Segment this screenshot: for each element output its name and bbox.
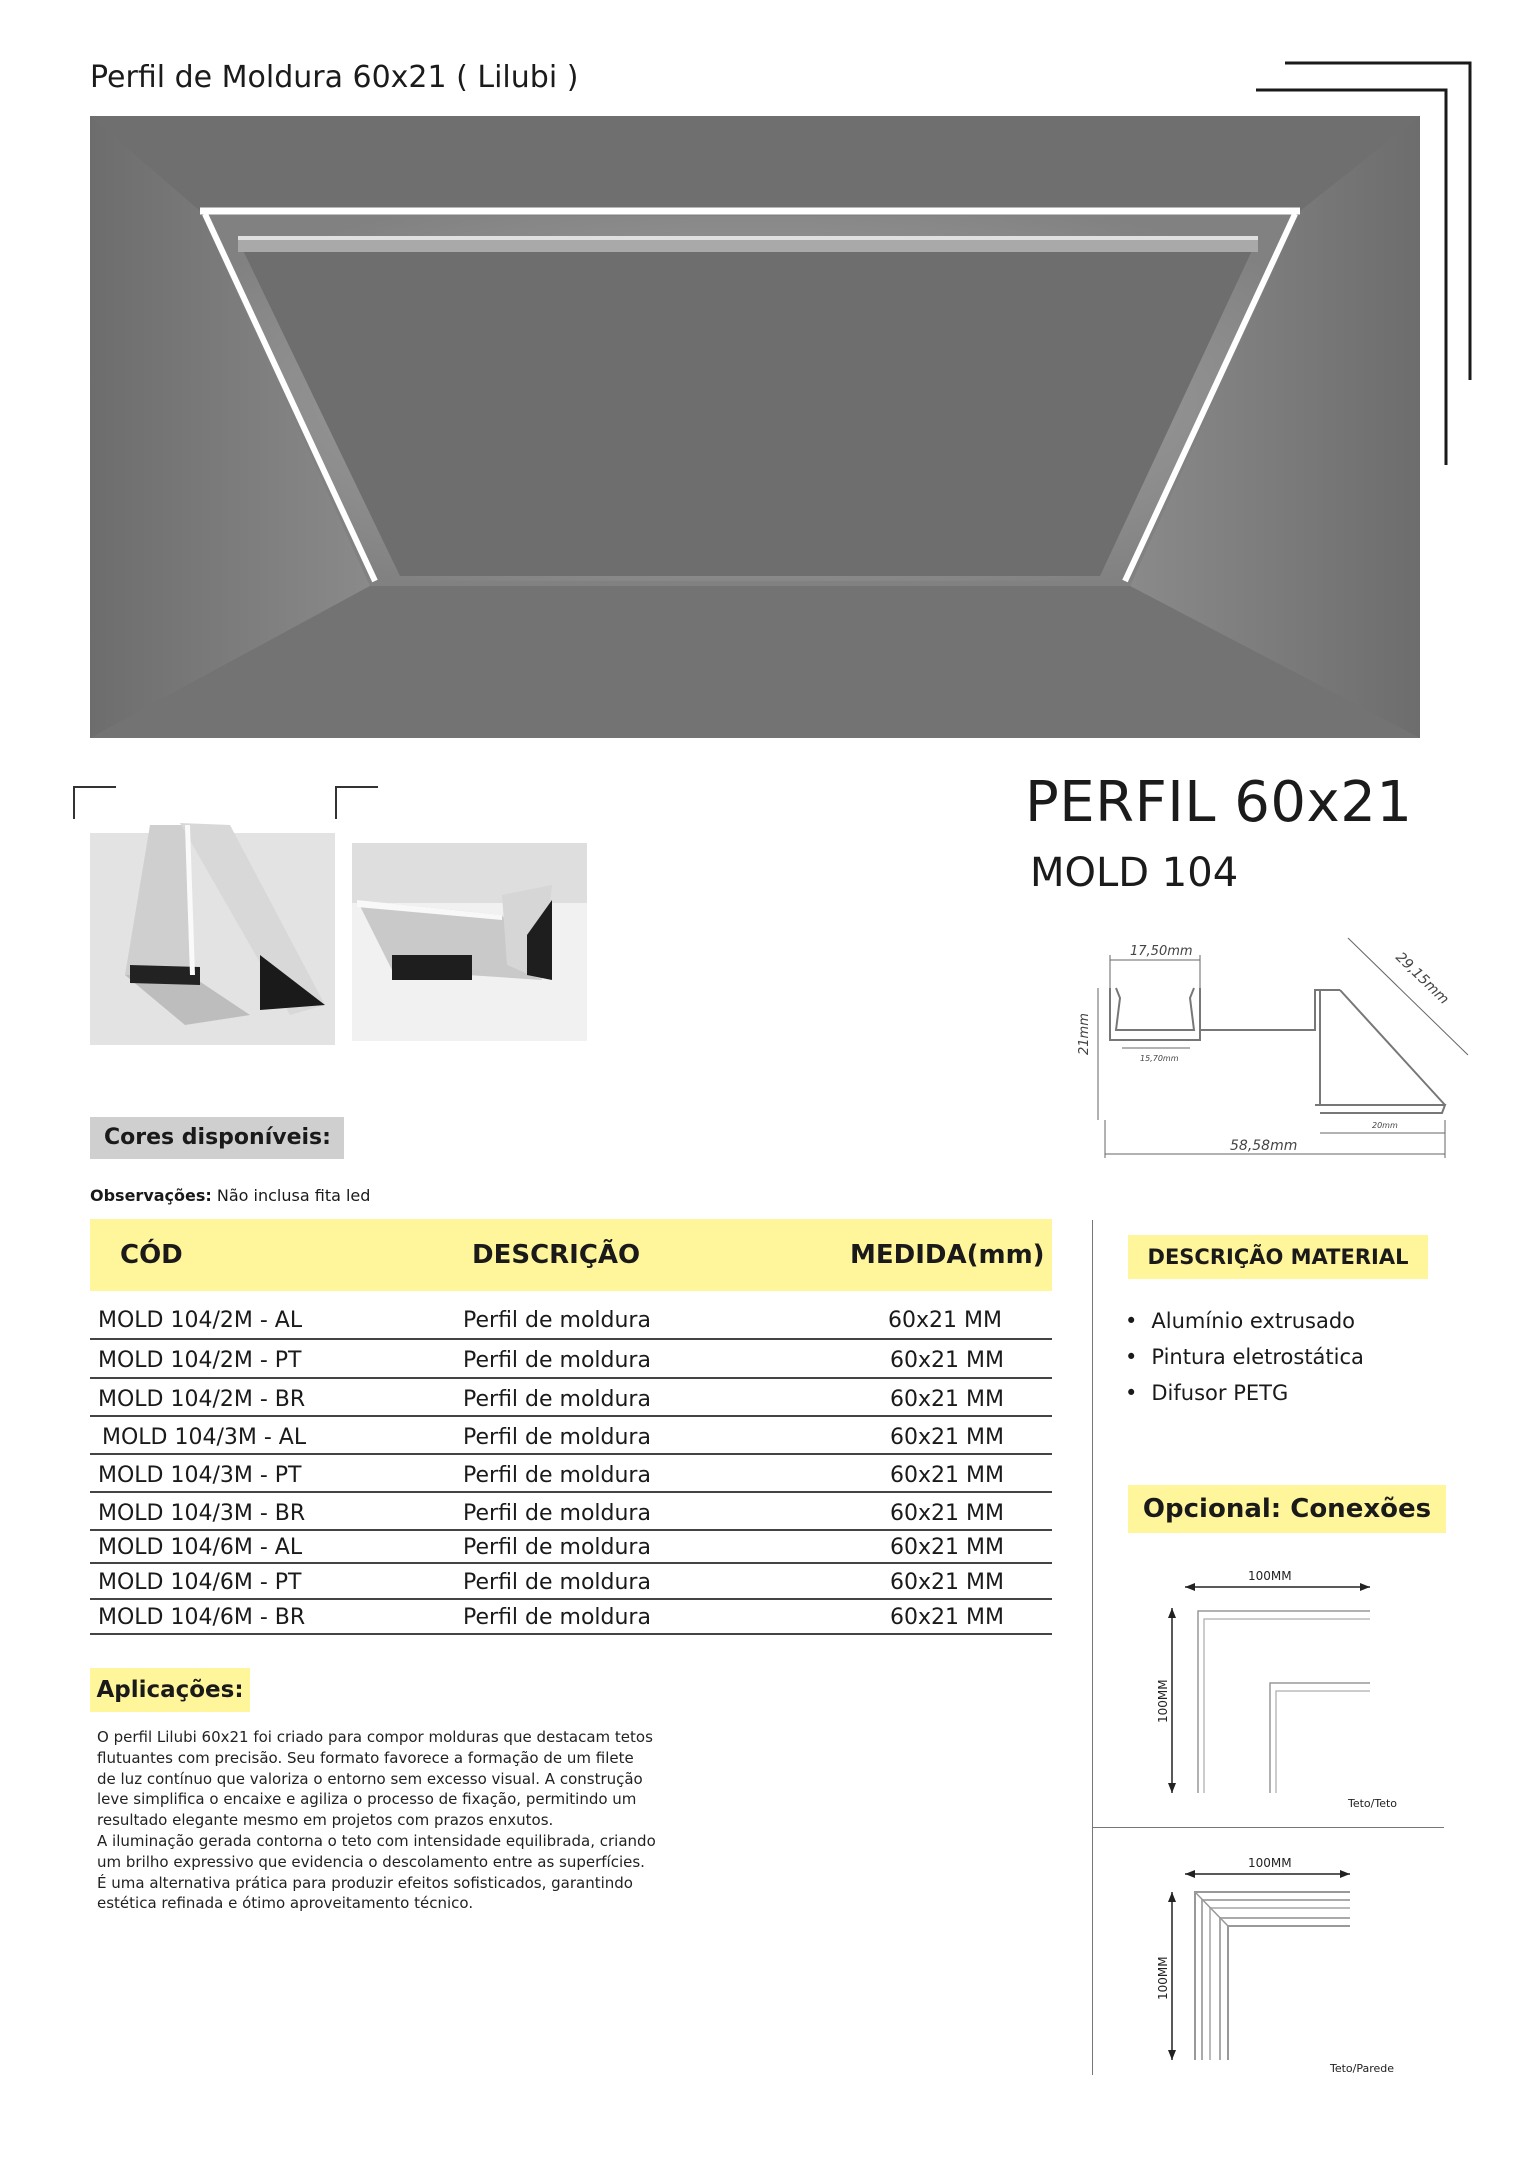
cell-cod: MOLD 104/3M - AL [102,1425,307,1450]
cell-cod: MOLD 104/6M - AL [98,1535,303,1560]
colors-label: Cores disponíveis: [90,1117,344,1159]
cell-medida: 60x21 MM [890,1570,1004,1595]
conn2-height: 100MM [1156,1956,1170,2000]
applications-text [97,1727,657,1914]
conn1-width: 100MM [1248,1569,1292,1583]
header-cod: CÓD [120,1240,183,1270]
conn2-caption: Teto/Parede [1330,2062,1395,2075]
cell-desc: Perfil de moldura [463,1605,651,1630]
connection-divider [1092,1827,1444,1828]
applications-label: Aplicações: [90,1668,250,1712]
cell-cod: MOLD 104/2M - PT [98,1348,302,1373]
table-row [90,1501,1052,1531]
technical-drawing [1070,930,1480,1165]
cell-medida: 60x21 MM [888,1308,1002,1333]
cell-medida: 60x21 MM [890,1425,1004,1450]
optional-label: Opcional: Conexões [1128,1485,1446,1533]
dim-inner: 15,70mm [1140,1054,1179,1063]
material-label: DESCRIÇÃO MATERIAL [1128,1235,1428,1279]
thumb-frame-corner [334,785,380,819]
cell-cod: MOLD 104/6M - BR [98,1605,306,1630]
dim-lip: 20mm [1372,1121,1398,1130]
conn1-caption: Teto/Teto [1348,1797,1398,1810]
cell-medida: 60x21 MM [890,1348,1004,1373]
table-row [90,1425,1052,1455]
cell-cod: MOLD 104/6M - PT [98,1570,302,1595]
material-list [1125,1303,1364,1411]
cell-desc: Perfil de moldura [463,1308,651,1333]
cell-medida: 60x21 MM [890,1535,1004,1560]
observations-label: Observações: [90,1186,212,1205]
dim-diagonal: 29,15mm [1392,949,1452,1008]
thumb-frame-corner [72,785,118,819]
material-item: • Pintura eletrostática [1125,1339,1364,1375]
table-row [90,1387,1052,1417]
product-name: PERFIL 60x21 [1025,770,1413,835]
cell-medida: 60x21 MM [890,1501,1004,1526]
observations-text: Não inclusa fita led [216,1186,371,1205]
table-row [90,1348,1052,1379]
table-row [90,1308,1052,1340]
connection-teto-parede [1140,1850,1440,2080]
material-item: • Difusor PETG [1125,1375,1364,1411]
table-row [90,1463,1052,1493]
conn1-height: 100MM [1156,1679,1170,1723]
applications-paragraph: O perfil Lilubi 60x21 foi criado para compor molduras que destacam tetos flutuantes com precisão. Seu formato favorece a formação de um filete de luz contínuo que valoriza o entorno sem excesso visual. A construção leve simplifica o encaixe e agiliza o processo de fixação, permitindo um resultado elegante mesmo em projetos com prazos enxutos. [97,1728,653,1830]
applications-paragraph: A iluminação gerada contorna o teto com intensidade equilibrada, criando um brilho expressivo que evidencia o descolamento entre as superfícies. É uma alternativa prática para produzir efeitos sofisticados, garantindo estética refinada e ótimo aproveitamento técnico. [97,1831,656,1913]
table-header [90,1219,1052,1291]
cell-desc: Perfil de moldura [463,1463,651,1488]
product-code: MOLD 104 [1030,850,1239,896]
table-row [90,1535,1052,1564]
hero-ceiling-image [90,116,1420,738]
header-medida: MEDIDA(mm) [850,1240,1045,1270]
dim-top: 17,50mm [1130,944,1193,959]
cell-cod: MOLD 104/2M - BR [98,1387,306,1412]
dim-height: 21mm [1077,1013,1092,1055]
cell-cod: MOLD 104/2M - AL [98,1308,303,1333]
table-row [90,1570,1052,1600]
cell-medida: 60x21 MM [890,1605,1004,1630]
cell-desc: Perfil de moldura [463,1535,651,1560]
column-divider [1092,1220,1093,2075]
conn2-width: 100MM [1248,1856,1292,1870]
observations [90,1186,370,1205]
cell-desc: Perfil de moldura [463,1570,651,1595]
cell-desc: Perfil de moldura [463,1348,651,1373]
cell-cod: MOLD 104/3M - PT [98,1463,302,1488]
cell-medida: 60x21 MM [890,1463,1004,1488]
dim-width: 58,58mm [1230,1138,1298,1154]
cell-cod: MOLD 104/3M - BR [98,1501,306,1526]
cell-medida: 60x21 MM [890,1387,1004,1412]
profile-photo-2 [352,805,597,1045]
profile-photo-1 [90,805,335,1045]
cell-desc: Perfil de moldura [463,1425,651,1450]
connection-teto-teto [1140,1563,1440,1813]
cell-desc: Perfil de moldura [463,1387,651,1412]
header-descricao: DESCRIÇÃO [472,1240,641,1270]
page-title: Perfil de Moldura 60x21 ( Lilubi ) [90,60,579,95]
material-item: • Alumínio extrusado [1125,1303,1364,1339]
cell-desc: Perfil de moldura [463,1501,651,1526]
table-row [90,1605,1052,1635]
